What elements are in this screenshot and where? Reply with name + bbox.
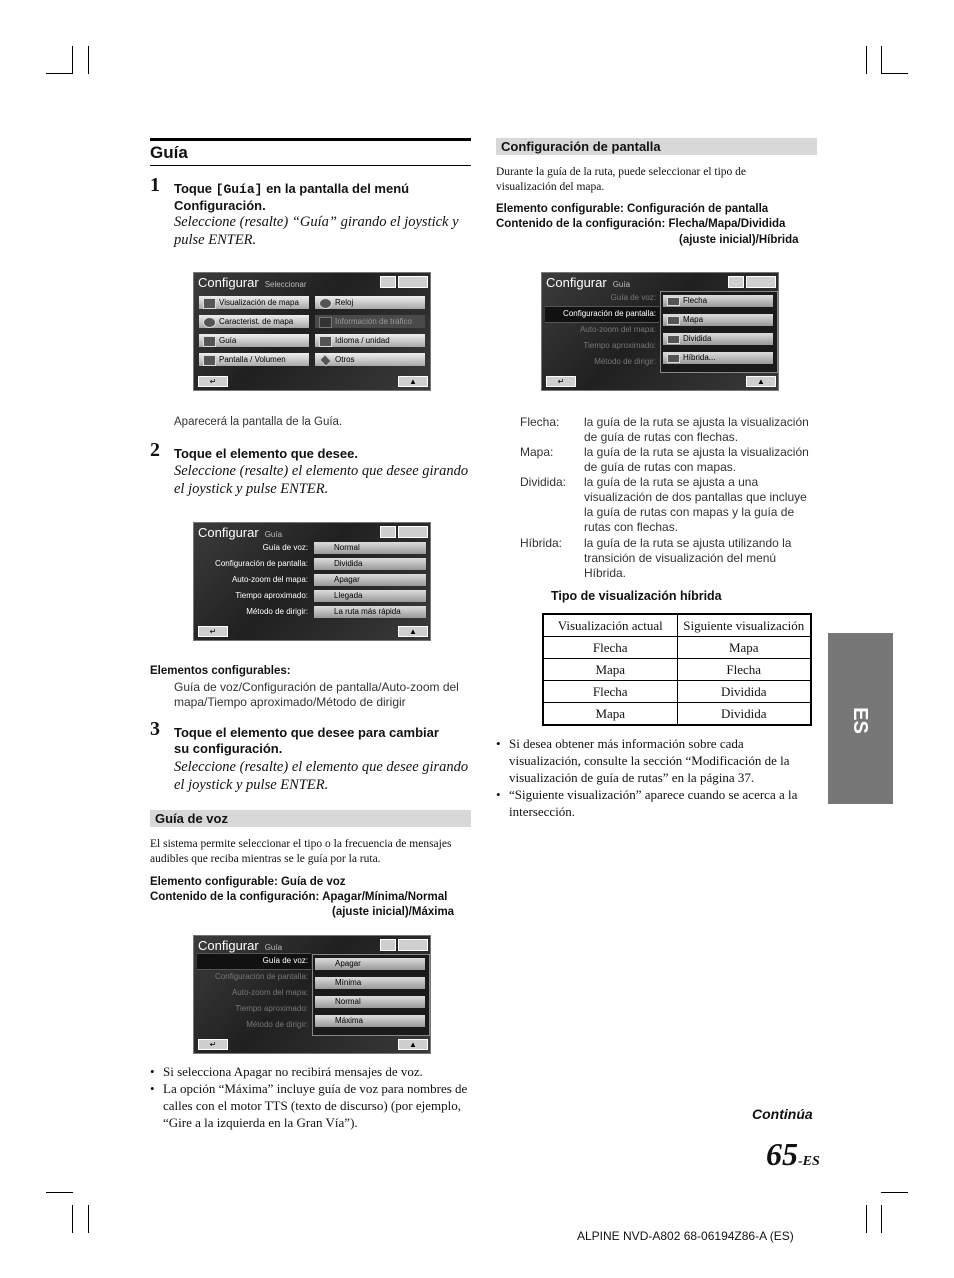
menu-item[interactable]: Información de tráfico xyxy=(315,315,425,328)
list-item: • “Siguiente visualización” aparece cuando se acerca a la intersección. xyxy=(496,786,818,820)
option-item[interactable]: Mapa xyxy=(663,314,773,326)
menu-item[interactable]: Otros xyxy=(315,353,425,366)
setting-label[interactable]: Método de dirigir: xyxy=(246,607,308,616)
list-item: • Si desea obtener más información sobre cada visualización, consulte la sección “Modificación de la visualización de guía de rutas” en la página 37. xyxy=(496,735,818,786)
up-button[interactable]: ▲ xyxy=(398,376,428,387)
table-cell: Flecha xyxy=(543,637,677,659)
back-button[interactable]: ↵ xyxy=(198,376,228,387)
crop-mark xyxy=(88,1205,89,1233)
setting-value[interactable]: Dividida xyxy=(314,558,426,570)
setting-label: Método de dirigir: xyxy=(246,1020,308,1029)
guia-voz-screen xyxy=(193,935,431,1054)
definition-text: la guía de la ruta se ajusta la visualización de guía de rutas con mapas. xyxy=(584,445,809,474)
voz-config-cont: (ajuste inicial)/Máxima xyxy=(332,906,455,918)
option-item[interactable]: Normal xyxy=(315,996,425,1008)
crop-mark xyxy=(46,73,73,74)
screen-title: Configurar Seleccionar xyxy=(198,275,307,290)
back-button[interactable]: ↵ xyxy=(546,376,576,387)
step-number: 3 xyxy=(150,718,160,740)
table-row xyxy=(543,703,811,726)
pantalla-notes xyxy=(496,735,818,820)
continua-label: Continúa xyxy=(752,1106,813,1122)
table-cell: Flecha xyxy=(677,659,811,681)
step3-detail: Seleccione (resalte) el elemento que desee girando el joystick y pulse ENTER. xyxy=(174,759,469,793)
crop-mark xyxy=(881,73,908,74)
map-button[interactable] xyxy=(728,276,744,288)
crop-mark xyxy=(88,46,89,74)
setting-label: Tiempo aproximado: xyxy=(235,1004,308,1013)
menu-item[interactable]: Reloj xyxy=(315,296,425,309)
setting-label[interactable]: Tiempo aproximado: xyxy=(235,591,308,600)
setting-value[interactable]: La ruta más rápida xyxy=(314,606,426,618)
option-item[interactable]: Dividida xyxy=(663,333,773,345)
footer: ALPINE NVD-A802 68-06194Z86-A (ES) xyxy=(577,1229,794,1243)
setting-label[interactable]: Guía de voz: xyxy=(262,543,308,552)
subsection-title: Guía de voz xyxy=(150,810,471,827)
setting-value[interactable]: Normal xyxy=(314,542,426,554)
menu-item[interactable]: Caracterist. de mapa xyxy=(199,315,309,328)
up-button[interactable]: ▲ xyxy=(398,1039,428,1050)
subsection-title: Configuración de pantalla xyxy=(496,138,817,155)
table-header: Siguiente visualización xyxy=(677,614,811,637)
step1-detail: Seleccione (resalte) “Guía” girando el joystick y pulse ENTER. xyxy=(174,214,459,248)
elements-list: Guía de voz/Configuración de pantalla/Auto-zoom del mapa/Tiempo aproximado/Método de dirigir xyxy=(174,680,459,709)
table-cell: Mapa xyxy=(543,703,677,726)
setting-label: Tiempo aproximado: xyxy=(583,341,656,350)
crop-mark xyxy=(46,1192,73,1193)
step-number: 1 xyxy=(150,174,160,196)
setting-label[interactable]: Auto-zoom del mapa: xyxy=(231,575,308,584)
step2-instruction: Toque el elemento que desee. xyxy=(174,446,358,461)
table-row xyxy=(543,637,811,659)
definition-term: Flecha: xyxy=(520,415,560,429)
menu-item[interactable]: Visualización de mapa xyxy=(199,296,309,309)
table-cell: Mapa xyxy=(543,659,677,681)
menu-button[interactable] xyxy=(398,526,428,538)
menu-item[interactable]: Idioma / unidad xyxy=(315,334,425,347)
map-button[interactable] xyxy=(380,939,396,951)
option-item[interactable]: Máxima xyxy=(315,1015,425,1027)
crop-mark xyxy=(881,46,882,74)
step-number: 2 xyxy=(150,439,160,461)
crop-mark xyxy=(881,1192,908,1193)
table-cell: Dividida xyxy=(677,681,811,703)
crop-mark xyxy=(72,46,73,74)
setting-label[interactable]: Configuración de pantalla: xyxy=(563,309,656,318)
screen-title: Configurar Guía xyxy=(198,525,283,540)
table-header: Visualización actual xyxy=(543,614,677,637)
table-cell: Flecha xyxy=(543,681,677,703)
crop-mark xyxy=(72,1205,73,1233)
step3-instruction: Toque el elemento que desee para cambiar su configuración. xyxy=(174,725,439,756)
voz-notes xyxy=(150,1063,475,1131)
list-item: • La opción “Máxima” incluye guía de voz para nombres de calles con el motor TTS (texto de discurso) (por ejemplo, “Gire a la izquierda en la Gran Vía”). xyxy=(150,1080,475,1131)
hybrid-table xyxy=(542,613,812,726)
page-number: 65-ES xyxy=(766,1136,820,1172)
crop-mark xyxy=(866,46,867,74)
back-button[interactable]: ↵ xyxy=(198,626,228,637)
after-step1-note: Aparecerá la pantalla de la Guía. xyxy=(174,416,343,428)
table-row xyxy=(543,659,811,681)
definition-term: Dividida: xyxy=(520,475,567,489)
table-cell: Mapa xyxy=(677,637,811,659)
setting-label: Auto-zoom del mapa: xyxy=(579,325,656,334)
menu-item[interactable]: Pantalla / Volumen xyxy=(199,353,309,366)
language-tab-label: ES xyxy=(848,707,871,734)
setting-value[interactable]: Apagar xyxy=(314,574,426,586)
title-rule-top xyxy=(150,138,471,141)
definition-term: Híbrida: xyxy=(520,536,563,550)
setting-value[interactable]: Llegada xyxy=(314,590,426,602)
title-rule-bottom xyxy=(150,165,471,166)
menu-item[interactable]: Guía xyxy=(199,334,309,347)
section-title: Guía xyxy=(150,143,188,162)
crop-mark xyxy=(866,1205,867,1233)
setting-label: Auto-zoom del mapa: xyxy=(231,988,308,997)
step2-detail: Seleccione (resalte) el elemento que desee girando el joystick y pulse ENTER. xyxy=(174,463,469,497)
map-button[interactable] xyxy=(380,526,396,538)
guia-screen xyxy=(193,522,431,641)
config-pantalla-screen xyxy=(541,272,779,391)
screen-title: Configurar Guía xyxy=(546,275,631,290)
setting-label[interactable]: Configuración de pantalla: xyxy=(215,559,308,568)
definition-term: Mapa: xyxy=(520,445,554,459)
step1-instruction: Toque [Guía] en la pantalla del menú Configuración. xyxy=(174,181,410,213)
table-title: Tipo de visualización híbrida xyxy=(551,589,722,603)
up-button[interactable]: ▲ xyxy=(398,626,428,637)
up-button[interactable]: ▲ xyxy=(746,376,776,387)
setting-label: Método de dirigir: xyxy=(594,357,656,366)
language-tab xyxy=(828,633,893,804)
voz-config: Elemento configurable: Guía de voz Contenido de la configuración: Apagar/Mínima/Normal xyxy=(150,876,448,903)
option-item[interactable]: Híbrida... xyxy=(663,352,773,364)
menu-button[interactable] xyxy=(746,276,776,288)
option-item[interactable]: Flecha xyxy=(663,295,773,307)
pantalla-config: Elemento configurable: Configuración de pantalla Contenido de la configuración: Flecha/Mapa/Dividida xyxy=(496,203,786,230)
definition-text: la guía de la ruta se ajusta utilizando la transición de visualización del menú Híbrida. xyxy=(584,536,792,580)
setting-label: Configuración de pantalla: xyxy=(215,972,308,981)
definition-text: la guía de la ruta se ajusta a una visualización de dos pantallas que incluye la guía de rutas con mapas y la guía de rutas con flechas. xyxy=(584,475,807,534)
menu-button[interactable] xyxy=(398,276,428,288)
setting-label: Guía de voz: xyxy=(610,293,656,302)
configurar-menu-screen xyxy=(193,272,431,391)
table-header-row xyxy=(543,614,811,637)
table-cell: Dividida xyxy=(677,703,811,726)
back-button[interactable]: ↵ xyxy=(198,1039,228,1050)
screen-title: Configurar Guía xyxy=(198,938,283,953)
voz-intro: El sistema permite seleccionar el tipo o la frecuencia de mensajes audibles que reciba mientras se le guía por la ruta. xyxy=(150,838,452,865)
option-item[interactable]: Apagar xyxy=(315,958,425,970)
menu-button[interactable] xyxy=(398,939,428,951)
table-row xyxy=(543,681,811,703)
map-button[interactable] xyxy=(380,276,396,288)
list-item: • Si selecciona Apagar no recibirá mensajes de voz. xyxy=(150,1063,475,1080)
elements-title: Elementos configurables: xyxy=(150,665,291,677)
option-item[interactable]: Mínima xyxy=(315,977,425,989)
pantalla-config-cont: (ajuste inicial)/Híbrida xyxy=(679,234,799,246)
pantalla-intro: Durante la guía de la ruta, puede seleccionar el tipo de visualización del mapa. xyxy=(496,166,747,193)
setting-label[interactable]: Guía de voz: xyxy=(262,956,308,965)
crop-mark xyxy=(881,1205,882,1233)
definition-text: la guía de la ruta se ajusta la visualización de guía de rutas con flechas. xyxy=(584,415,809,444)
